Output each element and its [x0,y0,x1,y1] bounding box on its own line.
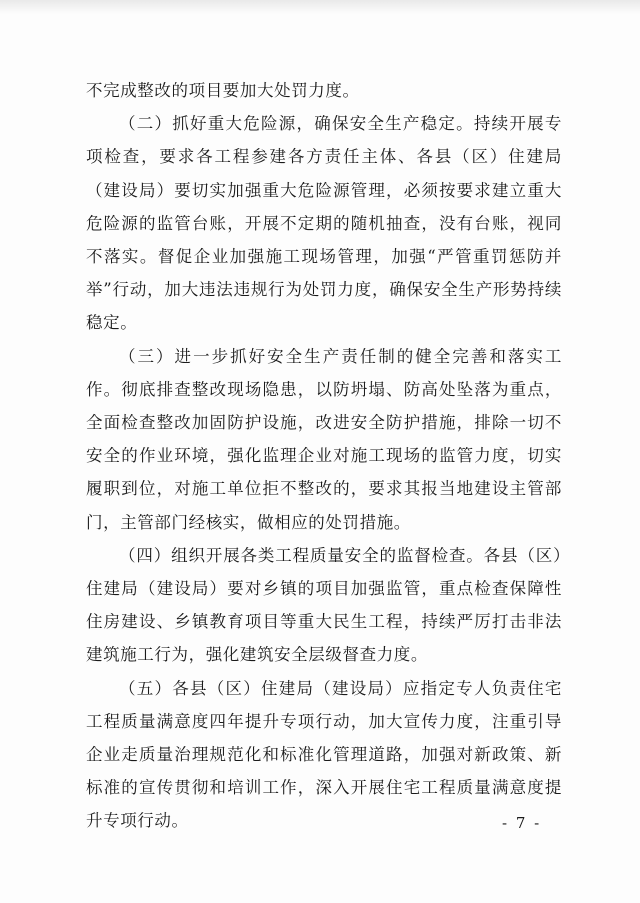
scan-edge-shadow [0,0,640,14]
paragraph-section-4: （四）组织开展各类工程质量安全的监督检查。各县（区）住建局（建设局）要对乡镇的项目加强监管，重点检查保障性住房建设、乡镇教育项目等重大民生工程，持续严厉打击非法建筑施工行为，强化建筑安全层级督查力度。 [86,545,562,665]
page-number: - 7 - [502,814,542,832]
paragraph-section-2: （二）抓好重大危险源，确保安全生产稳定。持续开展专项检查，要求各工程参建各方责任主体、各县（区）住建局（建设局）要切实加强重大危险源管理，必须按要求建立重大危险源的监管台账，开展不定期的随机抽查，没有台账，视同不落实。督促企业加强施工现场管理，加强“严管重罚惩防并举”行动，加大违法违规行为处罚力度，确保安全生产形势持续稳定。 [86,114,562,333]
document-body [86,74,562,838]
paragraph-section-3: （三）进一步抓好安全生产责任制的健全完善和落实工作。彻底排查整改现场隐患，以防坍塌、防高处坠落为重点，全面检查整改加固防护设施，改进安全防护措施，排除一切不安全的作业环境，强化监理企业对施工现场的监管力度，切实履职到位，对施工单位拒不整改的，要求其报当地建设主管部门，主管部门经核实，做相应的处罚措施。 [86,346,562,532]
paragraph-section-5: （五）各县（区）住建局（建设局）应指定专人负责住宅工程质量满意度四年提升专项行动，加大宣传力度，注重引导企业走质量治理规范化和标准化管理道路，加强对新政策、新标准的宣传贯彻和培训工作，深入开展住宅工程质量满意度提升专项行动。 [86,678,562,831]
paragraph-continuation: 不完成整改的项目要加大处罚力度。 [86,81,360,100]
